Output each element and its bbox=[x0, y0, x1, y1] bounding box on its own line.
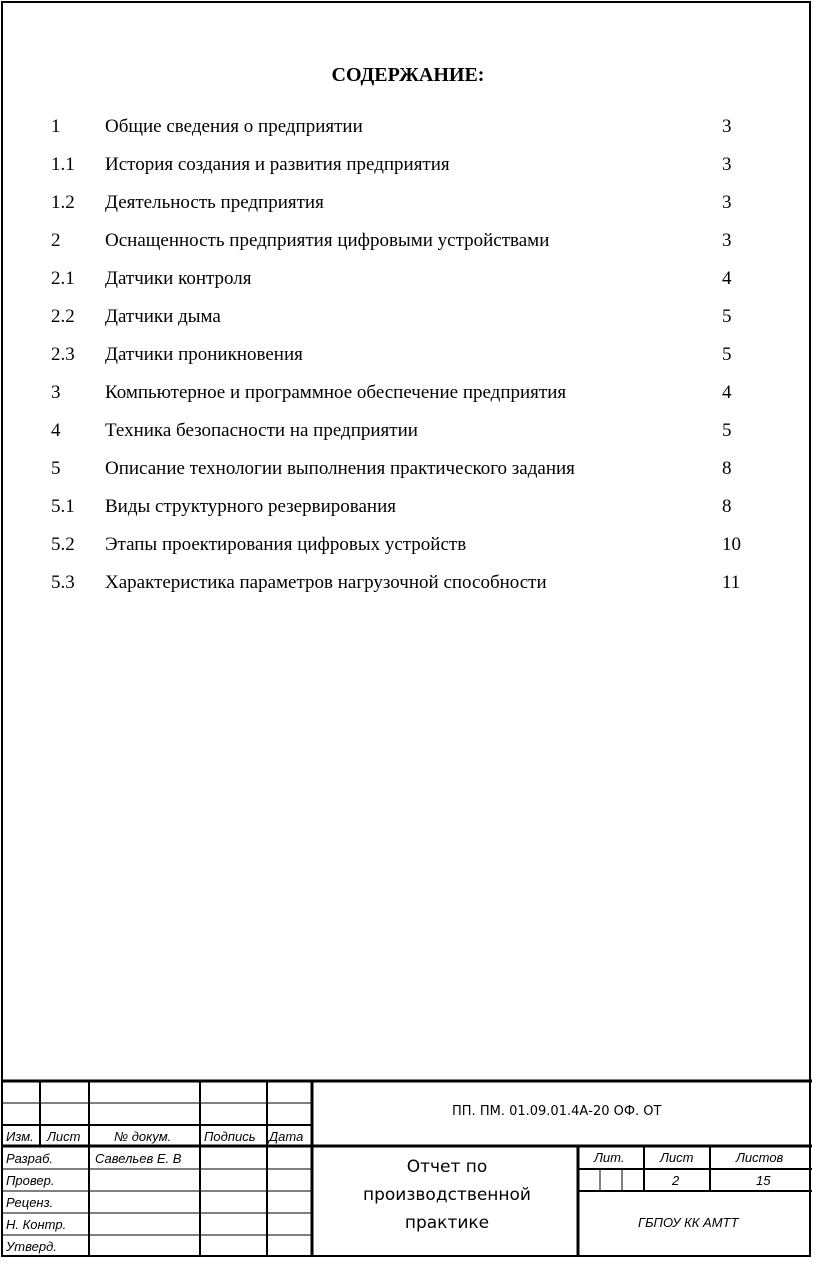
toc-item-title: Этапы проектирования цифровых устройств bbox=[105, 534, 467, 555]
role-checker: Провер. bbox=[6, 1173, 55, 1188]
sheet-label: Лист bbox=[660, 1150, 694, 1165]
toc-item-title: Виды структурного резервирования bbox=[105, 496, 396, 517]
toc-item-number: 1 bbox=[51, 116, 61, 137]
role-developer: Разраб. bbox=[6, 1151, 54, 1166]
sheets-label: Листов bbox=[736, 1150, 784, 1165]
toc-item-number: 4 bbox=[51, 420, 61, 441]
toc-item-page: 3 bbox=[722, 230, 732, 251]
toc-row bbox=[0, 496, 816, 526]
toc-item-page: 4 bbox=[722, 382, 732, 403]
toc-row bbox=[0, 572, 816, 602]
toc-row bbox=[0, 306, 816, 336]
header-list: Лист bbox=[47, 1129, 81, 1144]
toc-item-number: 3 bbox=[51, 382, 61, 403]
header-doc-number: № докум. bbox=[114, 1129, 172, 1144]
toc-item-number: 2.2 bbox=[51, 306, 75, 327]
sheets-value: 15 bbox=[756, 1173, 771, 1188]
toc-row bbox=[0, 382, 816, 412]
toc-item-number: 2 bbox=[51, 230, 61, 251]
toc-item-number: 5.2 bbox=[51, 534, 75, 555]
document-title-line: производственной bbox=[363, 1185, 531, 1205]
toc-item-title: Описание технологии выполнения практического задания bbox=[105, 458, 575, 479]
toc-row bbox=[0, 154, 816, 184]
toc-item-number: 2.3 bbox=[51, 344, 75, 365]
toc-item-title: Компьютерное и программное обеспечение предприятия bbox=[105, 382, 567, 403]
toc-item-number: 2.1 bbox=[51, 268, 75, 289]
header-izm: Изм. bbox=[6, 1129, 34, 1144]
toc-row bbox=[0, 116, 816, 146]
page-frame bbox=[1, 1, 811, 1257]
toc-row bbox=[0, 230, 816, 260]
toc-item-page: 11 bbox=[722, 572, 741, 593]
toc-item-page: 5 bbox=[722, 420, 732, 441]
toc-item-page: 3 bbox=[722, 192, 732, 213]
toc-item-title: Деятельность предприятия bbox=[105, 192, 324, 213]
toc-row bbox=[0, 458, 816, 488]
toc-item-page: 10 bbox=[722, 534, 741, 555]
toc-item-page: 8 bbox=[722, 458, 732, 479]
document-title-line: практике bbox=[404, 1213, 490, 1233]
toc-item-title: Датчики дыма bbox=[105, 306, 221, 327]
toc-item-number: 1.2 bbox=[51, 192, 75, 213]
role-approver: Утверд. bbox=[6, 1239, 57, 1254]
header-signature: Подпись bbox=[204, 1129, 256, 1144]
toc-item-number: 5.1 bbox=[51, 496, 75, 517]
header-date: Дата bbox=[269, 1129, 304, 1144]
toc-item-title: Датчики проникновения bbox=[105, 344, 303, 365]
toc-item-page: 8 bbox=[722, 496, 732, 517]
toc-item-page: 3 bbox=[722, 116, 732, 137]
toc-row bbox=[0, 344, 816, 374]
toc-item-number: 5.3 bbox=[51, 572, 75, 593]
toc-item-title: Техника безопасности на предприятии bbox=[105, 420, 418, 441]
toc-item-title: История создания и развития предприятия bbox=[105, 154, 450, 175]
toc-row bbox=[0, 534, 816, 564]
organization: ГБПОУ КК АМТТ bbox=[638, 1215, 739, 1230]
toc-row bbox=[0, 420, 816, 450]
toc-item-title: Характеристика параметров нагрузочной способности bbox=[105, 572, 547, 593]
document-title-line: Отчет по bbox=[406, 1157, 488, 1177]
role-norm-control: Н. Контр. bbox=[6, 1217, 67, 1232]
toc-row bbox=[0, 268, 816, 298]
developer-name: Савельев Е. В bbox=[95, 1151, 182, 1166]
toc-item-page: 3 bbox=[722, 154, 732, 175]
toc-item-title: Оснащенность предприятия цифровыми устройствами bbox=[105, 230, 550, 251]
document-code: ПП. ПМ. 01.09.01.4А-20 ОФ. ОТ bbox=[452, 1104, 662, 1119]
toc-item-page: 5 bbox=[722, 306, 732, 327]
toc-item-title: Датчики контроля bbox=[105, 268, 252, 289]
document-title bbox=[312, 1153, 582, 1237]
toc-item-title: Общие сведения о предприятии bbox=[105, 116, 363, 137]
sheet-value: 2 bbox=[672, 1173, 680, 1188]
toc-item-page: 4 bbox=[722, 268, 732, 289]
role-reviewer: Реценз. bbox=[6, 1195, 54, 1210]
lit-label: Лит. bbox=[594, 1150, 625, 1165]
toc-heading: СОДЕРЖАНИЕ: bbox=[331, 64, 485, 86]
toc-item-number: 5 bbox=[51, 458, 61, 479]
toc-item-page: 5 bbox=[722, 344, 732, 365]
toc-item-number: 1.1 bbox=[51, 154, 75, 175]
toc-row bbox=[0, 192, 816, 222]
